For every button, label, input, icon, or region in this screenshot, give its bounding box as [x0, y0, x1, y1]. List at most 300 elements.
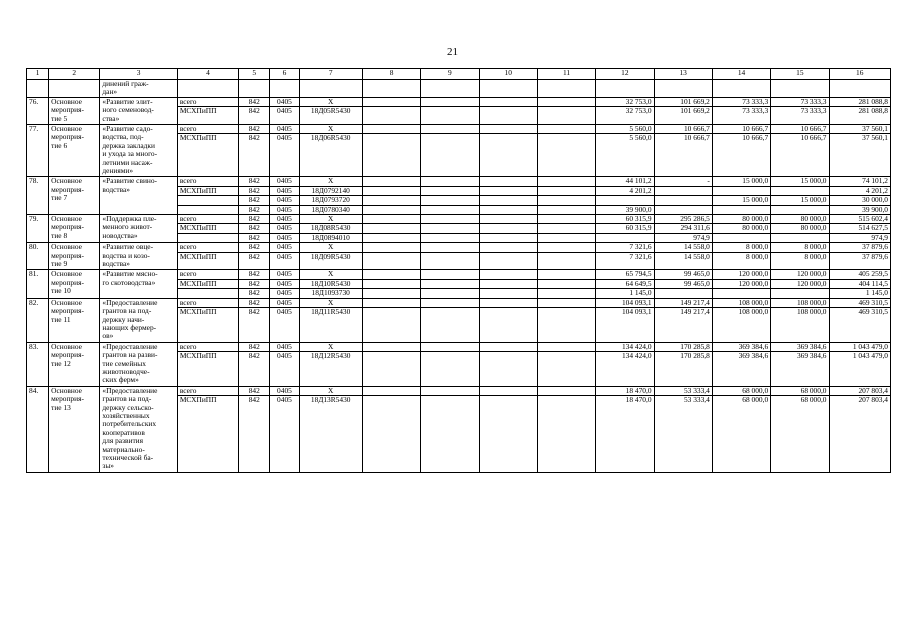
value-col14: 369 384,6: [712, 352, 770, 387]
empty-cell: [479, 224, 537, 233]
empty-cell: [479, 233, 537, 242]
empty-cell: [362, 386, 420, 395]
empty-cell: [537, 243, 595, 252]
value-col14: 369 384,6: [712, 342, 770, 351]
section-code: 0405: [270, 289, 299, 298]
grbs-code: 842: [239, 298, 270, 307]
value-col14: 15 000,0: [712, 177, 770, 186]
measure-type: Основное мероприя- тие 12: [49, 342, 100, 386]
value-col16: 207 803,4: [829, 386, 891, 395]
value-col12: 65 794,5: [596, 270, 654, 279]
value-col14: 73 333,3: [712, 107, 770, 125]
grbs-code: 842: [239, 342, 270, 351]
header-cell: 11: [537, 69, 595, 80]
empty-cell: [479, 134, 537, 177]
empty-cell: [479, 107, 537, 125]
value-col14: 10 666,7: [712, 134, 770, 177]
empty-cell: [362, 215, 420, 224]
value-col13: 101 669,2: [654, 97, 712, 106]
empty-cell: [421, 279, 479, 288]
measure-type: Основное мероприя- тие 7: [49, 177, 100, 215]
empty-cell: [421, 289, 479, 298]
executor-cell: [177, 196, 238, 205]
value-col13: 170 285,8: [654, 342, 712, 351]
measure-name: «Предоставление грантов на под- держку начи- нающих фермер- ов»: [100, 298, 177, 342]
grbs-code: 842: [239, 396, 270, 473]
target-article: 18Д11R5430: [299, 308, 362, 343]
header-cell: 4: [177, 69, 238, 80]
empty-cell: [362, 80, 420, 98]
empty-cell: [362, 270, 420, 279]
row-number: 79.: [27, 215, 49, 243]
value-col13: 53 333,4: [654, 386, 712, 395]
executor-cell: всего: [177, 177, 238, 186]
measure-type: Основное мероприя- тие 13: [49, 386, 100, 472]
empty-cell: [421, 97, 479, 106]
value-col16: 74 101,2: [829, 177, 891, 186]
empty-cell: [299, 80, 362, 98]
value-col13: 53 333,4: [654, 396, 712, 473]
row-number: 81.: [27, 270, 49, 298]
empty-cell: [537, 298, 595, 307]
measure-type: Основное мероприя- тие 9: [49, 243, 100, 270]
value-col13: 14 558,0: [654, 252, 712, 270]
value-col14: 120 000,0: [712, 279, 770, 288]
value-col13: 974,9: [654, 233, 712, 242]
empty-cell: [537, 224, 595, 233]
executor-cell: всего: [177, 243, 238, 252]
row-number: 84.: [27, 386, 49, 472]
value-col12: [596, 196, 654, 205]
value-col16: 4 201,2: [829, 186, 891, 195]
section-code: 0405: [270, 298, 299, 307]
grbs-code: 842: [239, 205, 270, 214]
empty-cell: [654, 80, 712, 98]
empty-cell: [421, 107, 479, 125]
empty-cell: [537, 134, 595, 177]
empty-cell: [362, 186, 420, 195]
empty-cell: [421, 196, 479, 205]
value-col14: [712, 289, 770, 298]
grbs-code: 842: [239, 107, 270, 125]
section-code: 0405: [270, 396, 299, 473]
value-col15: [771, 205, 829, 214]
empty-cell: [362, 279, 420, 288]
empty-cell: [421, 186, 479, 195]
value-col16: 405 259,5: [829, 270, 891, 279]
empty-cell: [479, 386, 537, 395]
value-col16: 281 088,8: [829, 97, 891, 106]
measure-name: «Развитие элит- ного семеновод- ства»: [100, 97, 177, 124]
value-col13: 14 558,0: [654, 243, 712, 252]
grbs-code: 842: [239, 352, 270, 387]
executor-cell: [177, 289, 238, 298]
value-col15: 15 000,0: [771, 177, 829, 186]
executor-cell: всего: [177, 215, 238, 224]
grbs-code: 842: [239, 134, 270, 177]
empty-cell: [537, 352, 595, 387]
section-code: 0405: [270, 386, 299, 395]
header-cell: 10: [479, 69, 537, 80]
value-col14: [712, 233, 770, 242]
table-row: [27, 298, 891, 307]
value-col14: 68 000,0: [712, 396, 770, 473]
value-col16: 469 310,5: [829, 298, 891, 307]
value-col13: [654, 186, 712, 195]
measure-name: «Предоставление грантов на под- держку сельско- хозяйственных потребительских кооперативов для развития материально- технической ба- зы»: [100, 386, 177, 472]
executor-cell: всего: [177, 125, 238, 134]
measure-type: Основное мероприя- тие 5: [49, 97, 100, 124]
empty-cell: [421, 205, 479, 214]
empty-cell: [362, 224, 420, 233]
header-cell: 15: [771, 69, 829, 80]
value-col14: [712, 186, 770, 195]
header-cell: 7: [299, 69, 362, 80]
empty-cell: [421, 233, 479, 242]
empty-cell: [479, 80, 537, 98]
row-number: 82.: [27, 298, 49, 342]
section-code: 0405: [270, 97, 299, 106]
value-col13: 170 285,8: [654, 352, 712, 387]
empty-cell: [362, 205, 420, 214]
empty-cell: [362, 342, 420, 351]
empty-cell: [537, 289, 595, 298]
empty-cell: [537, 186, 595, 195]
empty-cell: [421, 243, 479, 252]
empty-cell: [270, 80, 299, 98]
header-cell: 13: [654, 69, 712, 80]
value-col12: 32 753,0: [596, 107, 654, 125]
value-col15: 68 000,0: [771, 386, 829, 395]
executor-cell: [177, 205, 238, 214]
empty-cell: [537, 342, 595, 351]
value-col12: 39 900,0: [596, 205, 654, 214]
empty-cell: [49, 80, 100, 98]
value-col16: 1 145,0: [829, 289, 891, 298]
grbs-code: 842: [239, 186, 270, 195]
value-col15: [771, 233, 829, 242]
empty-cell: [421, 386, 479, 395]
empty-cell: [537, 125, 595, 134]
grbs-code: 842: [239, 125, 270, 134]
value-col13: 101 669,2: [654, 107, 712, 125]
executor-cell: [177, 233, 238, 242]
section-code: 0405: [270, 107, 299, 125]
table-row: [27, 243, 891, 252]
value-col15: 369 384,6: [771, 352, 829, 387]
empty-cell: [479, 342, 537, 351]
empty-cell: [362, 289, 420, 298]
value-col16: 30 000,0: [829, 196, 891, 205]
empty-cell: [362, 252, 420, 270]
header-cell: 1: [27, 69, 49, 80]
grbs-code: 842: [239, 224, 270, 233]
section-code: 0405: [270, 243, 299, 252]
empty-cell: [362, 177, 420, 186]
value-col12: 64 649,5: [596, 279, 654, 288]
empty-cell: [27, 80, 49, 98]
carryover-text: динений граж- дан»: [100, 80, 177, 98]
grbs-code: 842: [239, 196, 270, 205]
empty-cell: [479, 125, 537, 134]
empty-cell: [421, 270, 479, 279]
empty-cell: [537, 80, 595, 98]
value-col12: 60 315,9: [596, 215, 654, 224]
empty-cell: [537, 97, 595, 106]
target-article: Х: [299, 177, 362, 186]
value-col14: [712, 205, 770, 214]
empty-cell: [421, 80, 479, 98]
empty-cell: [421, 252, 479, 270]
executor-cell: всего: [177, 386, 238, 395]
measure-name: «Предоставление грантов на разви- тие семейных животноводче- ских ферм»: [100, 342, 177, 386]
empty-cell: [479, 97, 537, 106]
empty-cell: [479, 177, 537, 186]
empty-cell: [537, 270, 595, 279]
empty-cell: [362, 308, 420, 343]
value-col13: 10 666,7: [654, 134, 712, 177]
value-col12: 7 321,6: [596, 252, 654, 270]
value-col15: 8 000,0: [771, 243, 829, 252]
empty-cell: [362, 243, 420, 252]
empty-cell: [479, 205, 537, 214]
row-number: 76.: [27, 97, 49, 124]
target-article: 18Д0780340: [299, 205, 362, 214]
target-article: 18Д0894010: [299, 233, 362, 242]
target-article: 18Д0792140: [299, 186, 362, 195]
header-cell: 2: [49, 69, 100, 80]
value-col16: 514 627,5: [829, 224, 891, 233]
value-col15: 120 000,0: [771, 279, 829, 288]
value-col15: 108 000,0: [771, 298, 829, 307]
value-col15: [771, 289, 829, 298]
measure-name: «Развитие садо- водства, под- держка закладки и ухода за много- летними насаж- дениями»: [100, 125, 177, 177]
value-col12: 104 093,1: [596, 308, 654, 343]
value-col16: 37 560,1: [829, 125, 891, 134]
value-col13: 295 286,5: [654, 215, 712, 224]
empty-cell: [537, 177, 595, 186]
empty-cell: [421, 308, 479, 343]
executor-cell: МСХПиПП: [177, 396, 238, 473]
target-article: 18Д06R5430: [299, 134, 362, 177]
empty-cell: [479, 352, 537, 387]
empty-cell: [479, 186, 537, 195]
executor-cell: МСХПиПП: [177, 186, 238, 195]
empty-cell: [479, 298, 537, 307]
empty-cell: [362, 97, 420, 106]
section-code: 0405: [270, 205, 299, 214]
section-code: 0405: [270, 177, 299, 186]
executor-cell: МСХПиПП: [177, 134, 238, 177]
section-code: 0405: [270, 215, 299, 224]
value-col15: [771, 186, 829, 195]
value-col13: 294 311,6: [654, 224, 712, 233]
empty-cell: [421, 298, 479, 307]
empty-cell: [537, 396, 595, 473]
target-article: 18Д10R5430: [299, 279, 362, 288]
value-col16: 974,9: [829, 233, 891, 242]
table-row: [27, 386, 891, 395]
value-col12: 5 560,0: [596, 125, 654, 134]
value-col16: 1 043 479,0: [829, 352, 891, 387]
value-col15: 80 000,0: [771, 224, 829, 233]
grbs-code: 842: [239, 97, 270, 106]
measure-type: Основное мероприя- тие 6: [49, 125, 100, 177]
section-code: 0405: [270, 352, 299, 387]
measure-name: «Развитие свино- водства»: [100, 177, 177, 215]
target-article: 18Д08R5430: [299, 224, 362, 233]
executor-cell: МСХПиПП: [177, 352, 238, 387]
empty-cell: [537, 215, 595, 224]
table-row: [27, 342, 891, 351]
value-col12: 134 424,0: [596, 352, 654, 387]
row-number: 78.: [27, 177, 49, 215]
measure-name: «Развитие мясно- го скотоводства»: [100, 270, 177, 298]
grbs-code: 842: [239, 177, 270, 186]
empty-cell: [421, 134, 479, 177]
grbs-code: 842: [239, 279, 270, 288]
value-col14: 80 000,0: [712, 215, 770, 224]
empty-cell: [362, 298, 420, 307]
executor-cell: МСХПиПП: [177, 279, 238, 288]
header-cell: 9: [421, 69, 479, 80]
header-cell: 5: [239, 69, 270, 80]
empty-cell: [479, 289, 537, 298]
header-cell: 16: [829, 69, 891, 80]
carryover-row: [27, 80, 891, 98]
section-code: 0405: [270, 252, 299, 270]
table-row: [27, 125, 891, 134]
target-article: Х: [299, 386, 362, 395]
empty-cell: [479, 196, 537, 205]
value-col15: 10 666,7: [771, 134, 829, 177]
grbs-code: 842: [239, 243, 270, 252]
value-col15: 10 666,7: [771, 125, 829, 134]
budget-table: [26, 68, 891, 473]
section-code: 0405: [270, 308, 299, 343]
empty-cell: [362, 233, 420, 242]
grbs-code: 842: [239, 215, 270, 224]
empty-cell: [421, 125, 479, 134]
empty-cell: [829, 80, 891, 98]
empty-cell: [537, 205, 595, 214]
section-code: 0405: [270, 270, 299, 279]
executor-cell: МСХПиПП: [177, 224, 238, 233]
measure-name: «Развитие овце- водства и козо- водства»: [100, 243, 177, 270]
empty-cell: [537, 233, 595, 242]
value-col15: 80 000,0: [771, 215, 829, 224]
empty-cell: [537, 386, 595, 395]
empty-cell: [537, 252, 595, 270]
target-article: Х: [299, 97, 362, 106]
value-col13: [654, 289, 712, 298]
header-cell: 6: [270, 69, 299, 80]
value-col15: 120 000,0: [771, 270, 829, 279]
empty-cell: [537, 196, 595, 205]
target-article: Х: [299, 270, 362, 279]
empty-cell: [362, 196, 420, 205]
grbs-code: 842: [239, 270, 270, 279]
section-code: 0405: [270, 196, 299, 205]
section-code: 0405: [270, 186, 299, 195]
target-article: Х: [299, 215, 362, 224]
empty-cell: [479, 279, 537, 288]
value-col13: -: [654, 177, 712, 186]
value-col12: 7 321,6: [596, 243, 654, 252]
value-col12: 1 145,0: [596, 289, 654, 298]
empty-cell: [362, 396, 420, 473]
empty-cell: [421, 215, 479, 224]
empty-cell: [177, 80, 238, 98]
value-col16: 1 043 479,0: [829, 342, 891, 351]
value-col12: 134 424,0: [596, 342, 654, 351]
empty-cell: [479, 270, 537, 279]
header-row: [27, 69, 891, 80]
section-code: 0405: [270, 279, 299, 288]
value-col12: 104 093,1: [596, 298, 654, 307]
empty-cell: [362, 134, 420, 177]
section-code: 0405: [270, 125, 299, 134]
target-article: 18Д09R5430: [299, 252, 362, 270]
empty-cell: [479, 215, 537, 224]
value-col13: 99 465,0: [654, 270, 712, 279]
section-code: 0405: [270, 342, 299, 351]
executor-cell: всего: [177, 298, 238, 307]
header-cell: 12: [596, 69, 654, 80]
empty-cell: [421, 177, 479, 186]
value-col14: 73 333,3: [712, 97, 770, 106]
empty-cell: [421, 396, 479, 473]
value-col15: 369 384,6: [771, 342, 829, 351]
value-col16: 469 310,5: [829, 308, 891, 343]
value-col14: 8 000,0: [712, 252, 770, 270]
grbs-code: 842: [239, 233, 270, 242]
section-code: 0405: [270, 233, 299, 242]
value-col15: 15 000,0: [771, 196, 829, 205]
empty-cell: [771, 80, 829, 98]
value-col14: 15 000,0: [712, 196, 770, 205]
executor-cell: всего: [177, 270, 238, 279]
value-col15: 8 000,0: [771, 252, 829, 270]
header-cell: 14: [712, 69, 770, 80]
value-col12: 44 101,2: [596, 177, 654, 186]
measure-type: Основное мероприя- тие 11: [49, 298, 100, 342]
value-col12: 18 470,0: [596, 396, 654, 473]
empty-cell: [362, 125, 420, 134]
value-col15: 108 000,0: [771, 308, 829, 343]
header-cell: 8: [362, 69, 420, 80]
row-number: 83.: [27, 342, 49, 386]
target-article: 18Д05R5430: [299, 107, 362, 125]
value-col16: 207 803,4: [829, 396, 891, 473]
executor-cell: МСХПиПП: [177, 107, 238, 125]
executor-cell: всего: [177, 97, 238, 106]
value-col12: [596, 233, 654, 242]
value-col14: 108 000,0: [712, 308, 770, 343]
empty-cell: [421, 342, 479, 351]
value-col13: 99 465,0: [654, 279, 712, 288]
value-col13: 10 666,7: [654, 125, 712, 134]
empty-cell: [239, 80, 270, 98]
target-article: 18Д13R5430: [299, 396, 362, 473]
empty-cell: [479, 308, 537, 343]
value-col12: 4 201,2: [596, 186, 654, 195]
target-article: Х: [299, 298, 362, 307]
section-code: 0405: [270, 134, 299, 177]
value-col14: 80 000,0: [712, 224, 770, 233]
target-article: Х: [299, 342, 362, 351]
target-article: 18Д12R5430: [299, 352, 362, 387]
